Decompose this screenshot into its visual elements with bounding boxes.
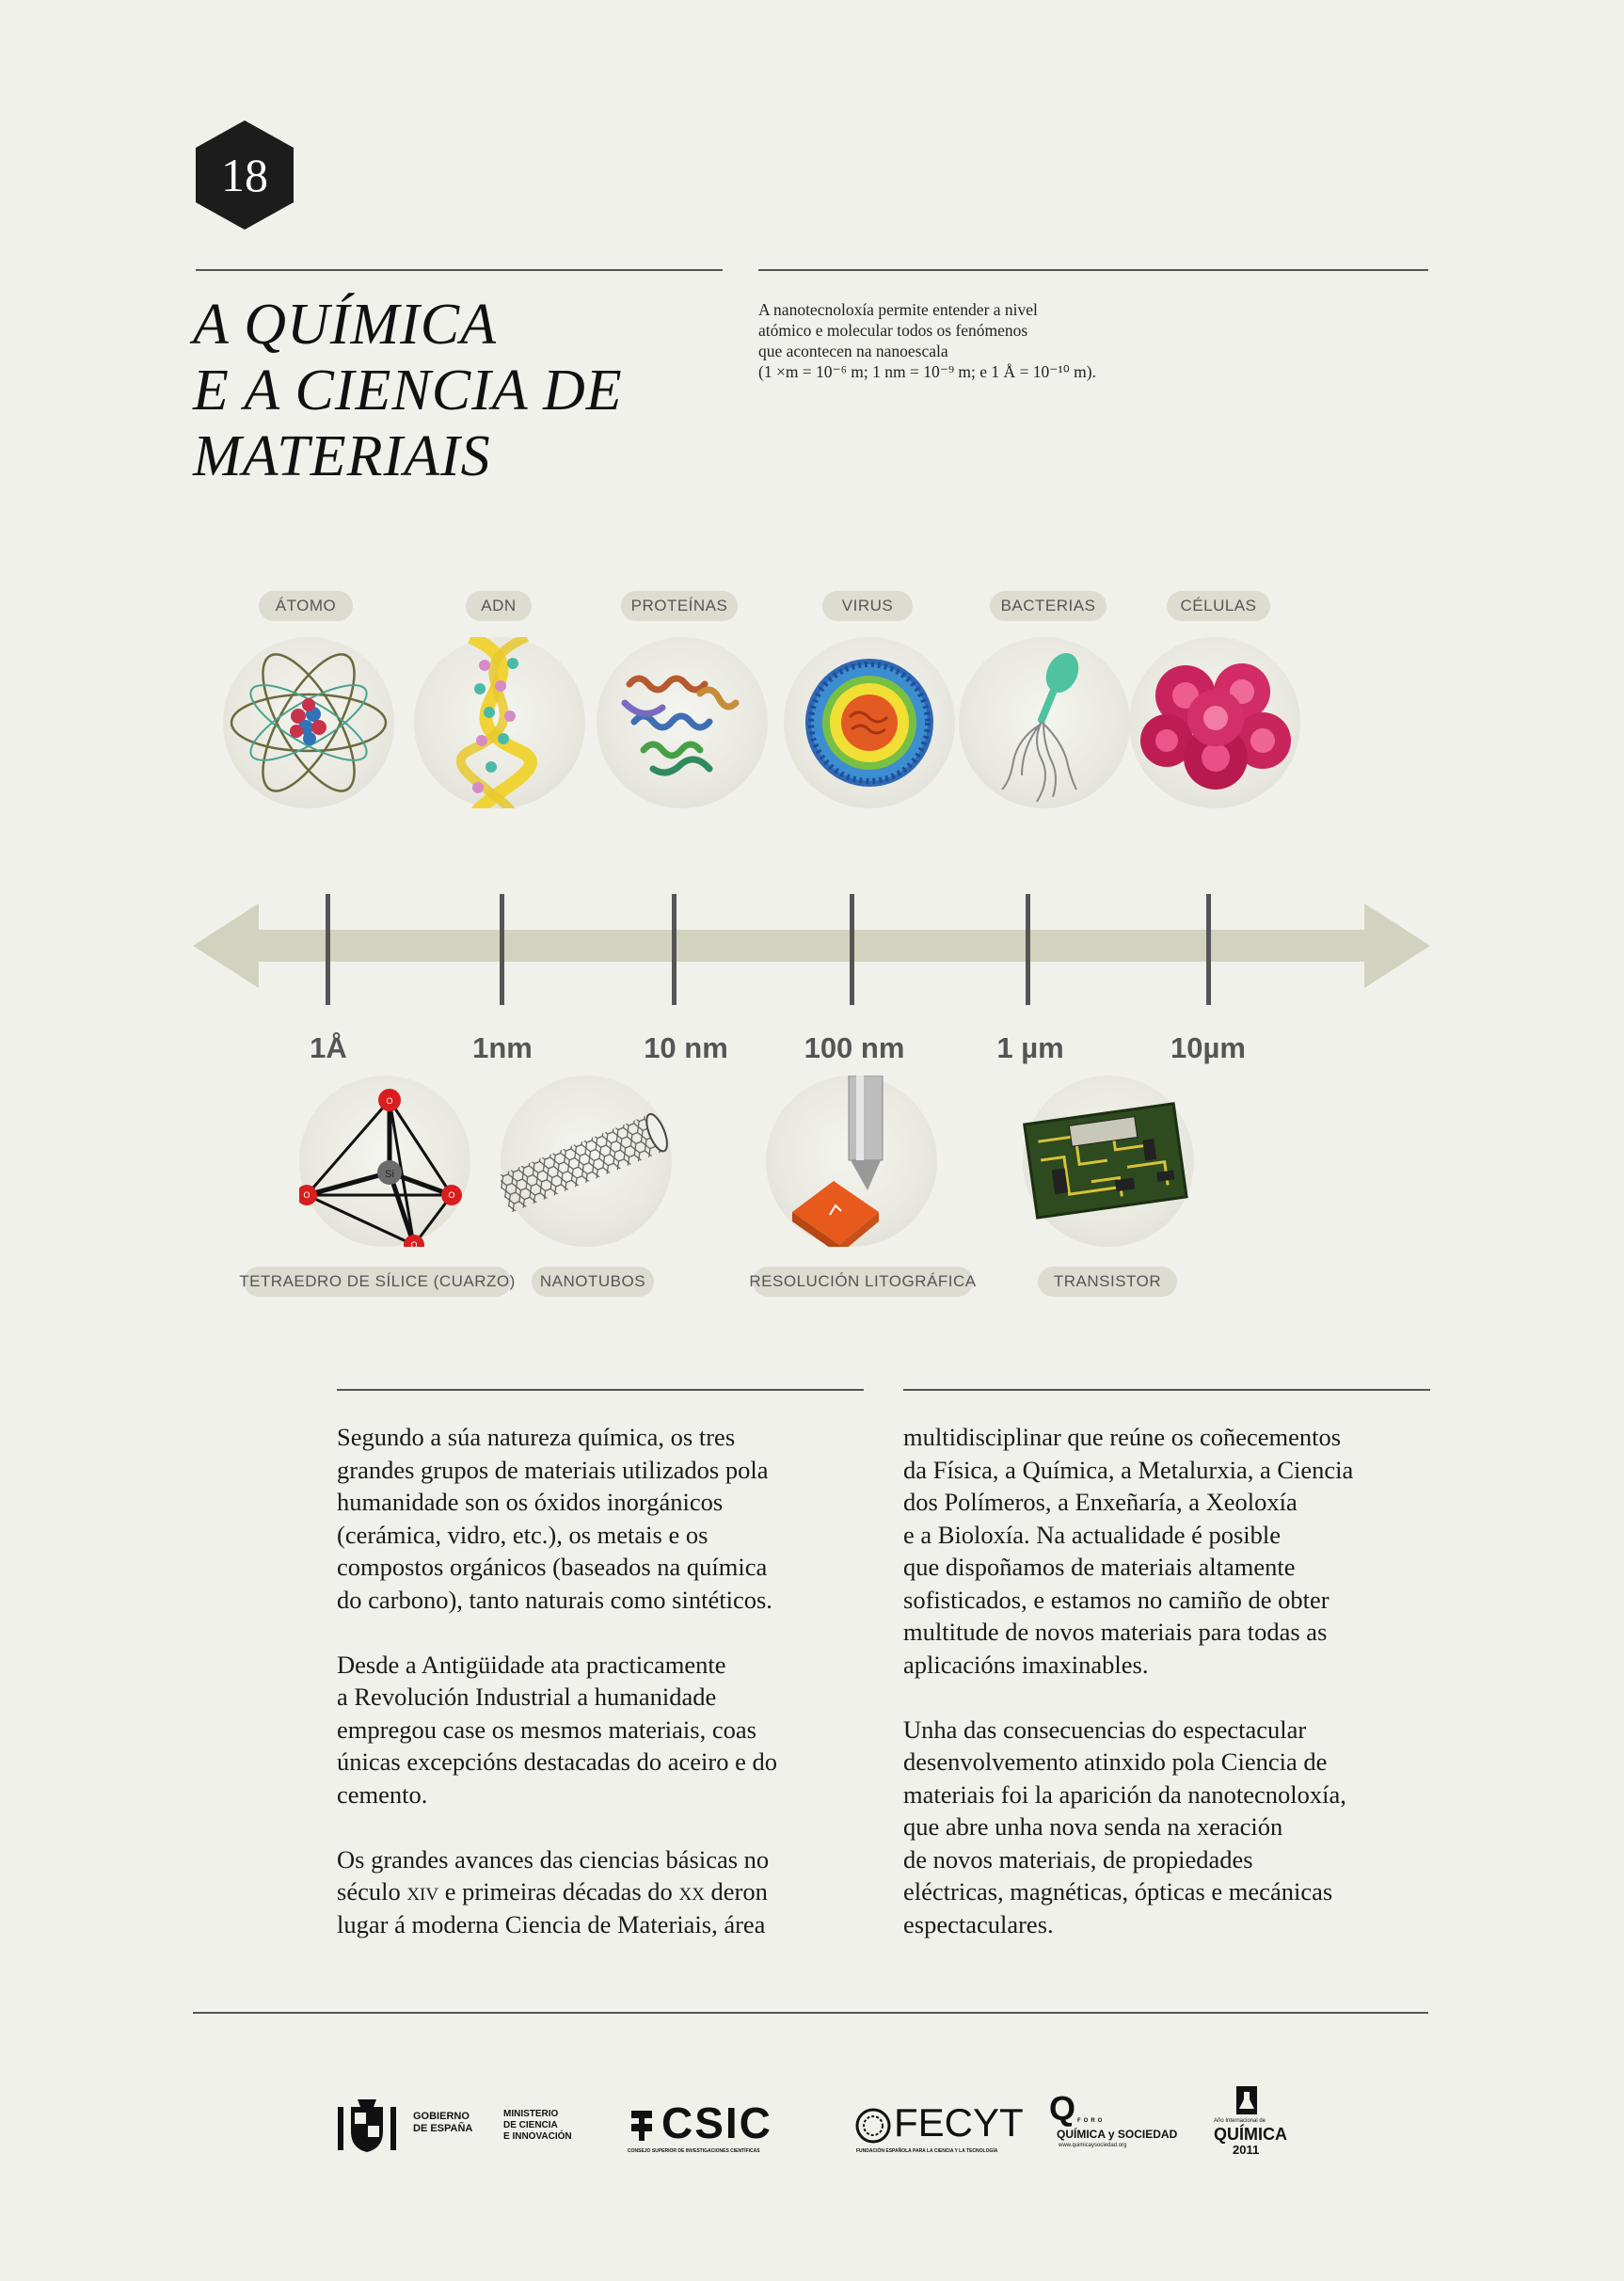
- gobierno-logo: [413, 2111, 472, 2135]
- label-virus: VIRUS: [822, 591, 913, 621]
- scale-label-100nm: 100 nm: [804, 1031, 905, 1064]
- label-resolucion: RESOLUCIÓN LITOGRÁFICA: [753, 1267, 973, 1297]
- text-line: da Física, a Química, a Metalurxia, a Ciencia: [903, 1455, 1354, 1484]
- paragraph: [903, 1421, 1425, 1681]
- text-line: Os grandes avances das ciencias básicas no: [337, 1844, 770, 1874]
- bacteria-circle: [959, 637, 1130, 808]
- text-line: empregou case os mesmos materiais, coas: [337, 1715, 756, 1744]
- fecyt-seal-icon: [854, 2107, 892, 2145]
- silica-circle: [299, 1076, 470, 1247]
- scale-label-1a: 1Å: [310, 1031, 347, 1064]
- tick-100nm: [850, 894, 854, 1005]
- tick-10um: [1206, 894, 1211, 1005]
- text-line: materiais foi la aparición da nanotecnoloxía,: [903, 1779, 1346, 1809]
- intro-rule: [758, 269, 1428, 271]
- csic-logo: CSIC: [661, 2098, 772, 2147]
- body-column-2: [903, 1421, 1425, 1973]
- text-line: multidisciplinar que reúne os coñecementos: [903, 1423, 1342, 1451]
- tick-10nm: [672, 894, 677, 1005]
- foro-label: FORO: [1077, 2118, 1106, 2124]
- paragraph: [903, 1714, 1425, 1941]
- nanotube-circle: [501, 1076, 672, 1247]
- text-line: compostos orgánicos (baseados na química: [337, 1553, 768, 1581]
- aiq-label: Año Internacional de: [1214, 2118, 1266, 2124]
- intro-line: atómico e molecular todos os fenómenos: [758, 321, 1028, 340]
- nanotube-icon: [501, 1076, 672, 1247]
- label-proteinas: PROTEÍNAS: [621, 591, 738, 621]
- scale-label-1um: 1 µm: [996, 1031, 1064, 1064]
- text-line: sofisticados, e estamos no camiño de obter: [903, 1585, 1329, 1614]
- body-rule-left: [337, 1389, 864, 1391]
- title-line: E A CIENCIA DE: [193, 359, 623, 423]
- text-line: e a Bioloxía. Na actualidade é posible: [903, 1520, 1282, 1549]
- label-adn: ADN: [466, 591, 532, 621]
- protein-icon: [597, 637, 768, 808]
- logo-text: MINISTERIO: [503, 2109, 559, 2119]
- body-rule-right: [903, 1389, 1430, 1391]
- o-atom-label: O: [410, 1240, 418, 1247]
- text-line: a Revolución Industrial a humanidade: [337, 1683, 717, 1711]
- logo-text: E INNOVACIÓN: [503, 2131, 572, 2142]
- text-line: que dispoñamos de materiais altamente: [903, 1553, 1296, 1581]
- coat-of-arms-icon: [334, 2094, 400, 2156]
- text-line: multitude de novos materiais para todas as: [903, 1618, 1328, 1646]
- silica-tetrahedron-icon: [299, 1076, 470, 1247]
- text-line: aplicacións imaxinables.: [903, 1650, 1149, 1679]
- title-line: A QUÍMICA: [193, 293, 497, 357]
- tick-1nm: [500, 894, 504, 1005]
- paragraph: [337, 1843, 859, 1941]
- aiq-year: 2011: [1233, 2143, 1260, 2157]
- bacteria-icon: [959, 637, 1130, 808]
- csic-subtitle: CONSEJO SUPERIOR DE INVESTIGACIONES CIENTÍFICAS: [628, 2148, 760, 2154]
- intro-line: (1 ×m = 10⁻⁶ m; 1 nm = 10⁻⁹ m; e 1 Å = 10⁻¹⁰ m).: [758, 362, 1096, 381]
- scale-label-10um: 10µm: [1170, 1031, 1246, 1064]
- atom-icon: [223, 637, 394, 808]
- foro-url: www.quimicaysociedad.org: [1059, 2143, 1127, 2148]
- footer-rule: [193, 2012, 1428, 2014]
- text-line: humanidade son os óxidos inorgánicos: [337, 1488, 724, 1516]
- scale-label-1nm: 1nm: [472, 1031, 533, 1064]
- intro-line: que acontecen na nanoescala: [758, 342, 948, 360]
- label-celulas: CÉLULAS: [1167, 591, 1270, 621]
- body-column-1: [337, 1421, 859, 1973]
- si-atom-label: Si: [385, 1169, 394, 1180]
- scale-arrow: [193, 894, 1430, 1016]
- transistor-circle: [1023, 1076, 1194, 1247]
- text-line: Desde a Antigüidade ata practicamente: [337, 1650, 726, 1679]
- intro-text: [758, 299, 1201, 382]
- logo-text: GOBIERNO: [413, 2111, 470, 2122]
- text-line: eléctricas, magnéticas, ópticas e mecánicas: [903, 1877, 1333, 1906]
- page-number: 18: [221, 149, 268, 201]
- text-line: espectaculares.: [903, 1909, 1054, 1938]
- text-line: [337, 1875, 859, 1908]
- lithography-circle: [766, 1076, 937, 1247]
- virus-icon: [784, 637, 955, 808]
- text-line: desenvolvemento atinxido pola Ciencia de: [903, 1747, 1328, 1776]
- label-atomo: ÁTOMO: [259, 591, 353, 621]
- century-numeral: xiv: [406, 1877, 439, 1906]
- foro-q-mark: Q: [1049, 2089, 1076, 2128]
- logo-text: DE CIENCIA: [503, 2120, 558, 2130]
- label-nanotubos: NANOTUBOS: [532, 1267, 654, 1297]
- aiq-quimica-logo: QUÍMICA: [1214, 2125, 1287, 2144]
- text-line: únicas excepcións destacadas do aceiro e do: [337, 1747, 777, 1776]
- dna-circle: [414, 637, 585, 808]
- paragraph: [337, 1649, 859, 1811]
- text-segment: e primeiras décadas do: [438, 1877, 679, 1906]
- text-line: Segundo a súa natureza química, os tres: [337, 1423, 736, 1451]
- text-line: grandes grupos de materiais utilizados pola: [337, 1455, 769, 1484]
- virus-circle: [784, 637, 955, 808]
- text-segment: século: [337, 1877, 407, 1906]
- atom-circle: [223, 637, 394, 808]
- page-title: [193, 292, 720, 489]
- title-rule: [196, 269, 723, 271]
- dna-icon: [414, 637, 585, 808]
- label-transistor: TRANSISTOR: [1038, 1267, 1177, 1297]
- ministerio-logo: [503, 2109, 572, 2143]
- text-line: lugar á moderna Ciencia de Materiais, área: [337, 1909, 766, 1938]
- text-line: que abre unha nova senda na xeración: [903, 1812, 1283, 1841]
- fecyt-subtitle: FUNDACIÓN ESPAÑOLA PARA LA CIENCIA Y LA TECNOLOGÍA: [856, 2148, 998, 2154]
- circuit-board-icon: [1023, 1076, 1194, 1247]
- logo-text: DE ESPAÑA: [413, 2123, 473, 2134]
- fecyt-logo: FECYT: [894, 2100, 1024, 2145]
- cells-icon: [1129, 637, 1300, 808]
- lithography-icon: [766, 1076, 937, 1247]
- sponsor-logos: [334, 2084, 1289, 2169]
- text-line: (cerámica, vidro, etc.), os metais e os: [337, 1520, 709, 1549]
- text-line: do carbono), tanto naturais como sintéticos.: [337, 1585, 772, 1614]
- o-atom-label: O: [448, 1190, 455, 1200]
- cells-circle: [1129, 637, 1300, 808]
- protein-circle: [597, 637, 768, 808]
- tick-1um: [1026, 894, 1030, 1005]
- paragraph: [337, 1421, 859, 1616]
- label-bacterias: BACTERIAS: [990, 591, 1107, 621]
- century-numeral: xx: [678, 1877, 705, 1906]
- text-segment: deron: [704, 1877, 768, 1906]
- o-atom-label: O: [386, 1096, 393, 1106]
- label-tetraedro: TETRAEDRO DE SÍLICE (CUARZO): [244, 1267, 511, 1297]
- foro-quimica-sociedad-logo: QUÍMICA y SOCIEDAD: [1057, 2128, 1178, 2141]
- title-line: MATERIAIS: [193, 424, 491, 488]
- o-atom-label: O: [303, 1190, 310, 1200]
- scale-label-10nm: 10 nm: [644, 1031, 728, 1064]
- text-line: Unha das consecuencias do espectacular: [903, 1715, 1307, 1744]
- tick-1a: [326, 894, 330, 1005]
- text-line: de novos materiais, de propiedades: [903, 1844, 1253, 1874]
- intro-line: A nanotecnoloxía permite entender a nivel: [758, 300, 1038, 319]
- text-line: dos Polímeros, a Enxeñaría, a Xeoloxía: [903, 1488, 1298, 1516]
- csic-emblem-icon: [628, 2107, 656, 2145]
- text-line: cemento.: [337, 1779, 428, 1809]
- flask-icon: [1234, 2084, 1259, 2116]
